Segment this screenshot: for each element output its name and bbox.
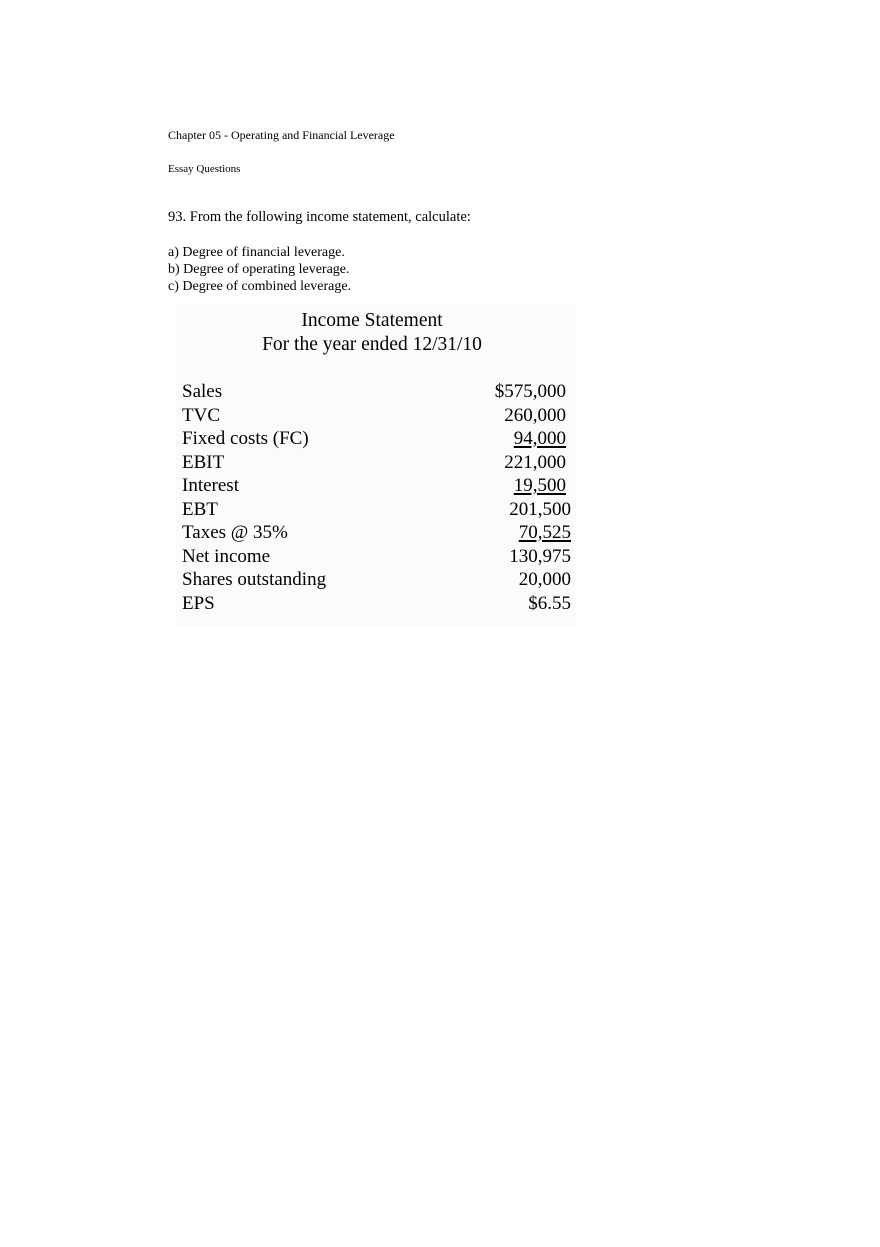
row-label: Interest [182, 475, 239, 496]
question-part-a: a) Degree of financial leverage. [168, 245, 345, 260]
row-value: 260,000 [504, 404, 566, 426]
statement-row-taxes [182, 521, 571, 545]
row-label: Sales [182, 381, 223, 402]
row-value: $6.55 [528, 592, 571, 614]
statement-row-net-income [182, 545, 571, 569]
question-text: 93. From the following income statement, calculate: [168, 209, 471, 225]
section-label: Essay Questions [168, 163, 241, 175]
row-label: EPS [182, 592, 215, 614]
row-label: TVC [182, 404, 220, 426]
statement-row-ebit [182, 451, 571, 475]
row-label: Taxes @ 35% [182, 522, 288, 543]
row-label: Net income [182, 545, 271, 567]
statement-row-tvc [182, 404, 571, 428]
row-value: 201,500 [509, 498, 571, 520]
statement-row-eps [182, 592, 571, 616]
statement-title: Income Statement [301, 310, 443, 331]
statement-row-sales [182, 380, 571, 404]
row-value: 70,525 [518, 522, 571, 543]
statement-row-fixed-costs [182, 427, 571, 451]
row-value: 221,000 [504, 451, 566, 473]
row-value: 94,000 [513, 428, 566, 449]
statement-row-interest [182, 474, 571, 498]
statement-row-ebt [182, 498, 571, 522]
statement-row-shares-outstanding [182, 568, 571, 592]
row-value: 20,000 [518, 569, 571, 590]
row-label: EBT [182, 498, 218, 520]
question-parts [168, 244, 351, 295]
row-label: EBIT [182, 451, 225, 473]
row-label: Fixed costs (FC) [182, 428, 309, 449]
question-part-b: b) Degree of operating leverage. [168, 262, 350, 277]
row-value: 19,500 [513, 475, 566, 496]
statement-subtitle: For the year ended 12/31/10 [262, 334, 482, 355]
income-statement [176, 304, 576, 626]
chapter-header: Chapter 05 - Operating and Financial Leverage [168, 128, 395, 142]
row-value: 130,975 [509, 545, 571, 567]
row-label: Shares outstanding [182, 569, 327, 590]
row-value: $575,000 [494, 381, 566, 402]
question-part-c: c) Degree of combined leverage. [168, 279, 352, 294]
